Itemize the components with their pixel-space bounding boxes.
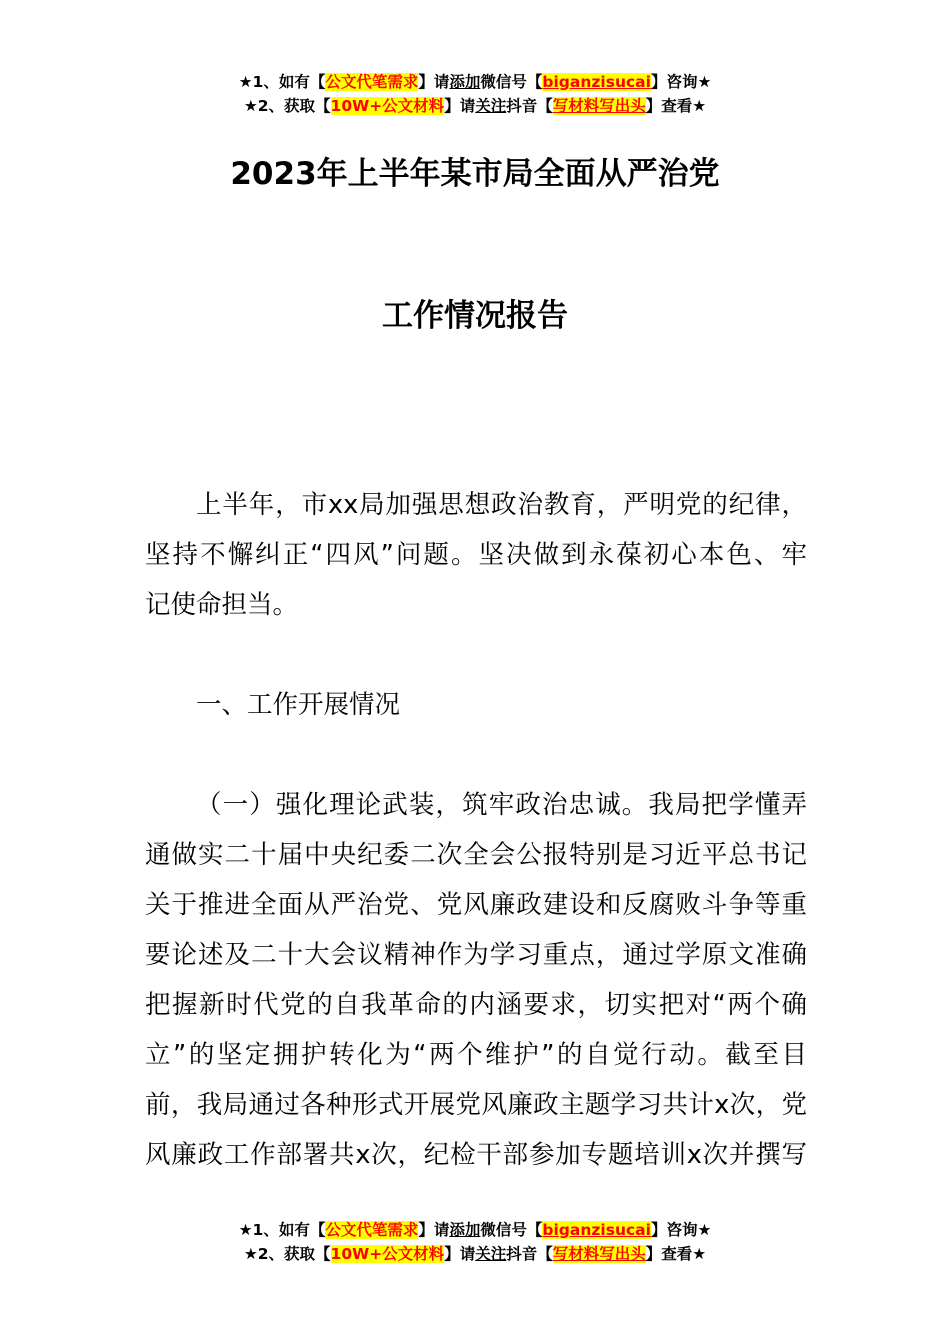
banner-text: 抖音【 xyxy=(506,1245,553,1263)
text-line: 关于推进全面从严治党、党风廉政建设和反腐败斗争等重 xyxy=(145,890,807,920)
intro-paragraph xyxy=(145,480,807,630)
underlined-text: 关注 xyxy=(475,97,507,115)
document-body xyxy=(145,480,807,1180)
banner-text: 微信号【 xyxy=(480,1221,543,1239)
highlight-materials: 10W+公文材料 xyxy=(330,1245,445,1263)
highlight-douyin-account: 写材料写出头 xyxy=(552,1245,646,1263)
text-line: 坚持不懈纠正“四风”问题。坚决做到永葆初心本色、牢 xyxy=(145,540,807,570)
banner-line-1 xyxy=(0,1218,950,1242)
footer-banner xyxy=(0,1218,950,1266)
document-title-line-1: 2023年上半年某市局全面从严治党 xyxy=(230,156,720,192)
text-line: 风廉政工作部署共x次，纪检干部参加专题培训x次并撰写 xyxy=(145,1140,807,1170)
banner-text: ★2、获取【 xyxy=(243,97,331,115)
text-line: 上半年，市xx局加强思想政治教育，严明党的纪律， xyxy=(196,490,807,520)
banner-text: 】查看★ xyxy=(645,1245,707,1263)
text-line: 把握新时代党的自我革命的内涵要求，切实把对“两个确 xyxy=(145,990,807,1020)
banner-text: ★2、获取【 xyxy=(243,1245,331,1263)
banner-text: 抖音【 xyxy=(506,97,553,115)
banner-text: 】请 xyxy=(444,1245,476,1263)
highlight-wechat-id: biganzisucai xyxy=(542,1221,651,1239)
banner-text: 微信号【 xyxy=(480,73,543,91)
banner-text: 】查看★ xyxy=(645,97,707,115)
text-line: 要论述及二十大会议精神作为学习重点，通过学原文准确 xyxy=(145,940,807,970)
text-line: 前，我局通过各种形式开展党风廉政主题学习共计x次，党 xyxy=(145,1090,807,1120)
banner-text: 】请 xyxy=(444,97,476,115)
header-banner xyxy=(0,70,950,118)
text-line: 通做实二十届中央纪委二次全会公报特别是习近平总书记 xyxy=(145,840,807,870)
text-line: 立”的坚定拥护转化为“两个维护”的自觉行动。截至目 xyxy=(145,1040,807,1070)
highlight-materials: 10W+公文材料 xyxy=(330,97,445,115)
banner-line-1 xyxy=(0,70,950,94)
text-line: （一）强化理论武装，筑牢政治忠诚。我局把学懂弄 xyxy=(196,790,807,820)
banner-text: ★1、如有【 xyxy=(238,1221,326,1239)
banner-text: 】咨询★ xyxy=(650,73,712,91)
highlight-douyin-account: 写材料写出头 xyxy=(552,97,646,115)
banner-text: ★1、如有【 xyxy=(238,73,326,91)
banner-line-2 xyxy=(0,1242,950,1266)
paragraph-1 xyxy=(145,780,807,1180)
banner-text: 】请 xyxy=(418,1221,450,1239)
banner-text: 】咨询★ xyxy=(650,1221,712,1239)
underlined-text: 添加 xyxy=(449,73,481,91)
banner-line-2 xyxy=(0,94,950,118)
banner-text: 】请 xyxy=(418,73,450,91)
document-title-line-2: 工作情况报告 xyxy=(382,298,568,334)
text-line: 记使命担当。 xyxy=(145,590,299,620)
highlight-wechat-id: biganzisucai xyxy=(542,73,651,91)
section-heading: 一、工作开展情况 xyxy=(196,690,401,720)
highlight-service: 公文代笔需求 xyxy=(325,1221,419,1239)
underlined-text: 添加 xyxy=(449,1221,481,1239)
underlined-text: 关注 xyxy=(475,1245,507,1263)
highlight-service: 公文代笔需求 xyxy=(325,73,419,91)
